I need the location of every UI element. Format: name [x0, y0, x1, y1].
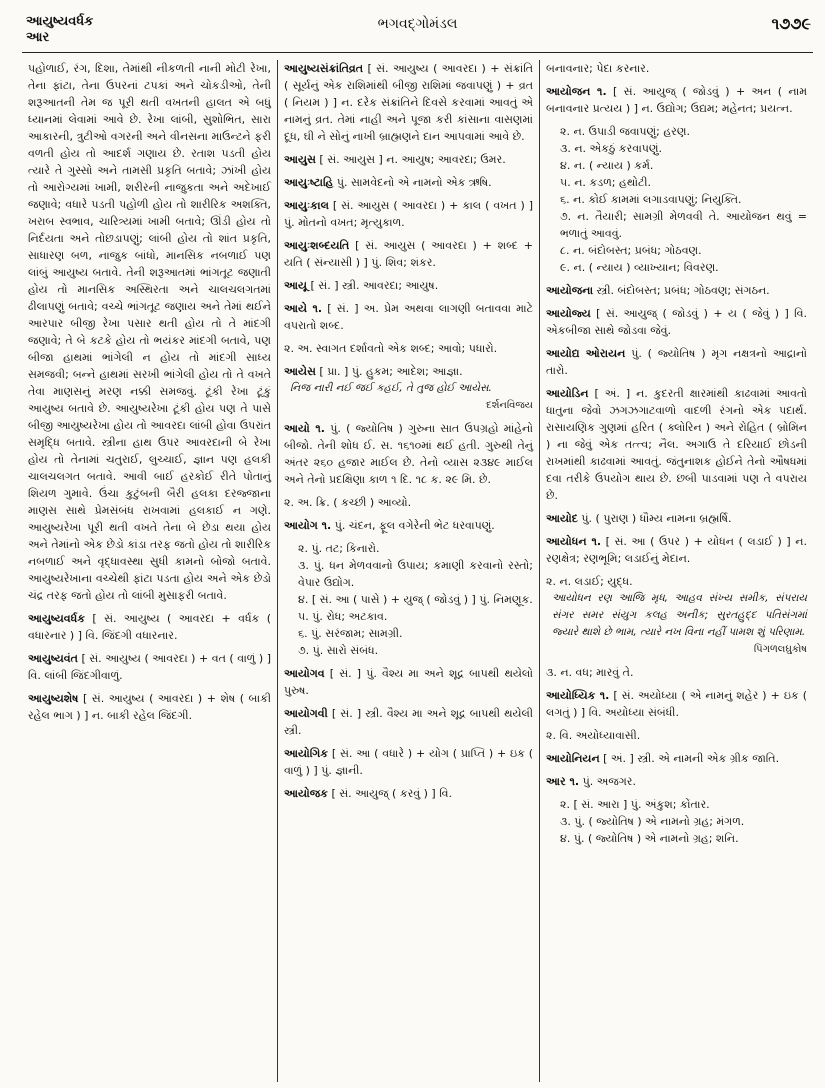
entry-definition: [ અં. ] ન. કુદરતી ક્ષારમાંથી કાઢવામાં આવતો ધાતુના જેવો ઝગઝગાટવાળો વાદળી રંગનો એક પદાર્થ. રાસાયણિક ગુણમાં હરિત ( ક્લોરિન ) અને રોહિત ( બ્રોમિન ) ના જેવું એક તત્ત્વ; નૈલ. અગાઉ તે દરિયાઈ છોડની રાખમાંથી કાઢવામાં આવતું. જંતુનાશક હોઈને તેનો ઔષધમાં દવા તરીકે ઉપયોગ થાય છે. છબી પાડવામાં પણ તે વપરાય છે. [546, 387, 807, 502]
dictionary-entry [284, 340, 533, 357]
entry-definition: ૨. વિ. અયોધ્યાવાસી. [546, 729, 641, 742]
entry-definition: ૨. અ. સ્વાગત દર્શાવતો એક શબ્દ; આવો; પધારો. [284, 342, 498, 355]
dictionary-entry [546, 533, 807, 567]
dictionary-entry [284, 60, 533, 145]
entry-sense: ૮. ન. બંદોબસ્ત; પ્રબંધ; ગોઠવણ. [560, 244, 702, 257]
entry-definition: ૨. ન. લડાઈ; યુદ્ધ. [546, 575, 633, 588]
entry-definition: પહોળાઈ, રંગ, દિશા, તેમાંથી નીકળતી નાની મોટી રેખા, તેના ફાંટા, તેના ઉપરનાં ટપકાં અને ચોકડીઓ, તેની શરૂઆતની તેમ જ પૂરી થતી વખતની હાલત એ બધું ધ્યાનમાં લેવામાં આવે છે. રેખા લાંબી, સુશોભિત, સારા આકારની, ત્રુટીઓ વગરની અને વીનસના માઉન્ટને ફરી વળતી હોય તો આદર્શ ગણાય છે. રતાશ પડતી હોય ત્યારે તે ગુસ્સો અને તામસી પ્રકૃતિ બતાવે; ઝાંખી હોય તો આરોગ્યમાં ખામી, શરીરની નાજુકતા અને અદેખાઈ જણાવે; વધારે પડતી પહોળી હોય તો શારીરિક અશક્તિ, ખરાબ સ્વભાવ, ચારિત્ર્યમાં ખામી બતાવે; ઊંડી હોય તો નિર્દયતા અને તોછડાપણું; લાંબી હોય તો શાંત પ્રકૃતિ, સાધારણ બળ, નાજુક બાંધો, માનસિક નબળાઈ પણ લાંબું આયુષ્ય બતાવે. તેની શરૂઆતમાં ભાંગતૂટ જણાતી હોય તો માનસિક અસ્થિરતા અને ચાલચલગતમાં ઢીલાપણું બતાવે; વચ્ચે ભાંગતૂટ જણાય અને તેમાં થઈને આરપાર બીજી રેખા પસાર થતી હોય તો તે માંદગી જણાવે; તે બે કટકે હોય તો ભયંકર માંદગી બતાવે, પણ બીજા હાથમાં ભાંગેલી ન હોય તો માંદગી સાધ્ય સમજવી; બન્ને હાથમાં સરખી ભાંગેલી હોય તો તે વખતે તેવા માણસનું મરણ નક્કી સમજવું. ટૂંકી રેખા ટૂંકું આયુષ્ય બતાવે છે. આયુષ્યરેખા ટૂંકી હોય પણ તે પાસે બીજી આયુષ્યરેખા હોય તો આવરદા લાંબી હોવા ઉપરાંત સમૃદ્ધિ બતાવે. સ્ત્રીના હાથ ઉપર આવરદાની બે રેખા હોય તો તેનામાં ચતુરાઈ, લુચ્ચાઈ, જ્ઞાન પણ હલકી ચાલચલગત બતાવે. આવી બાઈ હરકોઈ રીતે પોતાનું શિયળ ગુમાવે. ઉંચા કુટુંબની બૈરી હલકા દરજ્જાના માણસ સાથે પ્રેમસંબંધ રાખવામાં હલકાઈ ન ગણે. આયુષ્યરેખા પૂરી થતી વખતે તેના બે છેડા થયા હોય અને તેમાંનો એક છેડો કાંડા તરફ જતો હોય તો શારીરિક નબળાઈ અને વૃદ્ધાવસ્થા સુધી કામનો બોજો બતાવે. આયુષ્યરેખાના વચ્ચેથી ફાંટા પડતા હોય અને એક છેડો ચંદ્ર તરફ જતો હોય તો લાંબી મુસાફરી બતાવે. [28, 62, 271, 602]
entry-headword: આયોગવી [284, 707, 328, 720]
entry-headword: આયોજના [546, 284, 594, 297]
dictionary-entry [28, 610, 271, 644]
entry-headword: આયે ૧. [284, 302, 323, 315]
dictionary-entry [546, 510, 807, 527]
entry-headword: આયુષ્યવંત [28, 652, 78, 665]
dictionary-entry [284, 540, 533, 659]
entry-headword: આયોધન ૧. [546, 535, 602, 548]
column-2 [278, 60, 540, 1082]
entry-definition: પું. સામવેદનો એ નામનો એક ઋષિ. [336, 176, 492, 189]
entry-definition: પું. ( પુરાણ ) ધૌમ્ય નામના બ્રહ્મર્ષિ. [581, 512, 732, 525]
dictionary-entry [28, 690, 271, 724]
entry-sense: ૬. ન. કોઈ કામમાં લગાડવાપણું; નિયુક્તિ. [560, 193, 742, 206]
entry-definition: [ સં. ] સ્ત્રી. આવરદા; આયુષ. [310, 279, 439, 292]
entry-headword: આયૂ [284, 279, 308, 292]
dictionary-entry [284, 174, 533, 191]
dictionary-entry [546, 60, 807, 77]
entry-sense: ૬. પું. સરંજામ; સામગ્રી. [298, 627, 403, 640]
entry-headword: આયોજન ૧. [546, 85, 607, 98]
dictionary-entry [546, 687, 807, 721]
entry-sense: ૯. ન. ( ન્યાય ) વ્યાખ્યાન; વિવરણ. [560, 261, 719, 274]
entry-definition: પું. ચંદન, ફૂલ વગેરેની ભેટ ધરવાપણું. [334, 519, 495, 532]
column-1 [22, 60, 278, 1082]
entry-sense: ૪. ન. ( ન્યાય ) કર્મ. [560, 159, 654, 172]
dictionary-entry [546, 123, 807, 276]
entry-headword: આયોદ [546, 512, 578, 525]
dictionary-entry [28, 60, 271, 604]
entry-definition: [ સં. ] પું. વૈશ્ય મા અને શૂદ્ર બાપથી થયેલો પુરુષ. [284, 667, 533, 697]
entry-headword: આયુષ્યસંક્રાંતિવ્રત [284, 62, 364, 75]
dictionary-entry [546, 282, 807, 299]
entry-headword: આયુઃકાલ [284, 199, 329, 212]
entry-headword: આયુઃષ્ટાહિ [284, 176, 334, 189]
entry-definition: [ સં. આયુષ્ય ( આવરદા + વર્ધક ( વધારનાર ) ] વિ. જિંદગી વધારનાર. [28, 612, 271, 642]
entry-definition: [ સં. આયુસ ( આવરદા ) + શબ્દ + યતિ ( સંન્યાસી ) ] પું. શિવ; શંકર. [284, 239, 533, 269]
entry-definition: ૩. ન. વધ; મારવું તે. [546, 666, 634, 679]
entry-headword: આયોદ્ય ઓરાયન [546, 347, 626, 360]
dictionary-entry [284, 517, 533, 534]
header-first-word: આયુષ્યવર્ધક [26, 14, 94, 29]
dictionary-entry [546, 750, 807, 767]
entry-headword: આયોજક [284, 787, 328, 800]
entry-definition: [ સં. આયુજ્ ( જોડવું ) + ય ( જેવું ) ] વિ. એકબીજા સાથે જોડવા જેવું. [546, 307, 808, 337]
dictionary-entry [284, 277, 533, 294]
entry-sense: ૨. ન. ઉપાડી જવાપણું; હરણ. [560, 125, 690, 138]
columns [22, 60, 813, 1082]
dictionary-entry [546, 796, 807, 847]
dictionary-entry [546, 83, 807, 117]
entry-sense: ૨. [ સં. આરા ] પું. અંકુશ; કોંતાર. [560, 798, 710, 811]
entry-sense: ૪. [ સં. આ ( પાસે ) + યુજ્ ( જોડવું ) ] પું. નિમણૂક. [298, 593, 533, 606]
dictionary-entry [546, 345, 807, 379]
page-header [22, 8, 813, 53]
entry-definition: [ સં. આયુષ્ય ( આવરદા ) + શેષ ( બાકી રહેલ ભાગ ) ] ન. બાકી રહેલ જિંદગી. [28, 692, 271, 722]
entry-definition: [ સં. ] સ્ત્રી. વૈશ્ય મા અને શૂદ્ર બાપથી થયેલી સ્ત્રી. [284, 707, 534, 737]
entry-definition: [ સં. આયુજ્ ( જોડવું ) + અન ( નામ બનાવનાર પ્રત્યય ) ] ન. ઉદ્યોગ; ઉદ્યમ; મહેનત; પ્રયત્ન. [546, 85, 808, 115]
entry-sense: ૭. પું. સારો સંબંધ. [298, 644, 379, 657]
dictionary-entry [546, 305, 807, 339]
entry-headword: આયોગવ [284, 667, 325, 680]
quotation-source: દર્શનવિજય [486, 400, 533, 411]
entry-definition: પું. અજગર. [582, 775, 636, 788]
entry-headword: આયુષ્યશેષ [28, 692, 79, 705]
entry-sense: ૨. પું. તટ; કિનારો. [298, 542, 380, 555]
dictionary-entry [284, 363, 533, 414]
entry-definition: [ સં. આયુષ્ય ( આવરદા ) + વત ( વાળું ) ] વિ. લાંબી જિંદગીવાળું. [28, 652, 272, 682]
dictionary-entry [284, 151, 533, 168]
entry-sense: ૩. પું. ધન મેળવવાનો ઉપાય; કમાણી કરવાનો રસ્તો; વેપાર ઉદ્યોગ. [298, 559, 533, 589]
page-number: ૧૭૭૯ [771, 14, 811, 33]
entry-headword: આયોનિયન [546, 752, 600, 765]
dictionary-entry [546, 773, 807, 790]
entry-headword: આર ૧. [546, 775, 580, 788]
dictionary-entry [284, 300, 533, 334]
entry-definition: ૨. અ. ક્રિ. ( કચ્છી ) આવ્યો. [284, 496, 412, 509]
entry-headword: આયુષ્યવર્ધક [28, 612, 85, 625]
entry-definition: [ સં. આયુસ ] ન. આયુષ; આવરદા; ઉમર. [319, 153, 506, 166]
entry-headword: આયુઃશબ્દયતિ [284, 239, 350, 252]
entry-definition: [ સં. આ ( ઉપર ) + યોધન ( લડાઈ ) ] ન. રણક્ષેત્ર; રણભૂમિ; લડાઈનું મેદાન. [546, 535, 807, 565]
header-book-title: ભગવદ્ગોમંડલ [377, 16, 458, 32]
entry-definition: પું. ( જ્યોતિષ ) મૃગ નક્ષત્રનો આદ્રાનો તારો. [546, 347, 807, 377]
dictionary-entry [284, 705, 533, 739]
dictionary-entry [284, 785, 533, 802]
entry-definition: બનાવનાર; પેદા કરનાર. [546, 62, 650, 75]
dictionary-entry [284, 197, 533, 231]
dictionary-entry [284, 494, 533, 511]
entry-definition: [ સં. આ ( વધારે ) + યોગ ( પ્રાપ્તિ ) + ઇક ( વાળું ) ] પું. જ્ઞાની. [284, 747, 534, 777]
entry-sense: ૩. પું. ( જ્યોતિષ ) એ નામનો ગ્રહ; મંગળ. [560, 815, 745, 828]
entry-sense: ૭. ન. તૈયારી; સામગ્રી મેળવવી તે. આયોજન થવું = ભળાતું આવવું. [560, 210, 807, 240]
quotation-source: પિંગળલઘુકોષ [753, 644, 807, 655]
entry-headword: આયેસ [284, 365, 316, 378]
entry-definition: [ સં. આયુજ્ ( કરવું ) ] વિ. [331, 787, 453, 800]
entry-quotation: નિજ નારી નઈ જઈ કહઈ, તે તુજ હોઈ આયેસ. [290, 382, 492, 394]
entry-headword: આયોધ્યિક ૧. [546, 689, 610, 702]
entry-definition: [ સં. આયુસ ( આવરદા ) + કાલ ( વખત ) ] પું. મોતનો વખત; મૃત્યુકાળ. [284, 199, 533, 229]
entry-definition: [ સં. આયુષ્ય ( આવરદા ) + સંક્રાંતિ ( સૂર્યનું એક રાશિમાંથી બીજી રાશિમાં જવાપણું ) + વ્રત ( નિયમ ) ] ન. દરેક સંક્રાંતિને દિવસે કરવામાં આવતું એ નામનું વ્રત. તેમાં નાહી અને પૂજા કરી કાંસાના વાસણમાં દૂધ, ઘી ને સોનું નાખી બ્રાહ્મણને દાન આપવામાં આવે છે. [284, 62, 534, 143]
entry-headword: આયોગ ૧. [284, 519, 332, 532]
column-3 [540, 60, 813, 1082]
dictionary-entry [28, 650, 271, 684]
entry-sense: ૩. ન. એકઠું કરવાપણું. [560, 142, 663, 155]
entry-sense: ૫. પું. રોધ; અટકાવ. [298, 610, 388, 623]
entry-headword: આયોડિન [546, 387, 589, 400]
dictionary-entry [546, 385, 807, 504]
dictionary-entry [546, 727, 807, 744]
entry-definition: [ પ્રા. ] પું. હુકમ; આદેશ; આજ્ઞા. [319, 365, 463, 378]
entry-headword: આયોગિક [284, 747, 329, 760]
dictionary-entry [546, 573, 807, 658]
entry-definition: પું. ( જ્યોતિષ ) ગુરુના સાત ઉપગ્રહો માંહેનો બીજો. તેની શોધ ઈ. સ. ૧૬૧૦માં થઈ હતી. ગુરુથી તેનું અંતર ૨૬૦ હજાર માઈલ છે. તેનો વ્યાસ ૨૩૪૯ માઈલ અને તેનો પ્રદક્ષિણા કાળ ૧ દિ. ૧૮ ક. ૨૯ મિ. છે. [284, 422, 533, 486]
dictionary-entry [284, 420, 533, 488]
header-last-word: આર [26, 30, 50, 45]
entry-definition: [ સં. ] અ. પ્રેમ અથવા લાગણી બતાવવા માટે વપરાતો શબ્દ. [284, 302, 534, 332]
entry-sense: ૫. ન. કડળ; હથોટી. [560, 176, 652, 189]
entry-definition: [ અં. ] સ્ત્રી. એ નામની એક ગ્રીક જાતિ. [603, 752, 780, 765]
entry-definition: [ સં. અયોધ્યા ( એ નામનું શહેર ) + ઇક ( લગતું ) ] વિ. અયોધ્યા સંબંધી. [546, 689, 807, 719]
entry-headword: આયુસ [284, 153, 316, 166]
entry-quotation: આયોધન રણ આજિ મૃધ, આહવ સંખ્ય સમીક, સંપરાય સંગર સમર સંયુગ કલહ અનીક; સુરતહુદ્દ પતિસંગમાં જ્યારે થાશે છે ભામ, ત્યારે નખ વિના નહીં પામશ શું પરિણામ. [552, 592, 807, 638]
entry-definition: સ્ત્રી. બંદોબસ્ત; પ્રબંધ; ગોઠવણ; સંગઠન. [596, 284, 770, 297]
dictionary-entry [284, 745, 533, 779]
entry-headword: આયો ૧. [284, 422, 325, 435]
dictionary-entry [284, 237, 533, 271]
entry-sense: ૪. પું. ( જ્યોતિષ ) એ નામનો ગ્રહ; શનિ. [560, 832, 739, 845]
dictionary-entry [546, 664, 807, 681]
dictionary-entry [284, 665, 533, 699]
entry-headword: આયોજ્ય [546, 307, 591, 320]
